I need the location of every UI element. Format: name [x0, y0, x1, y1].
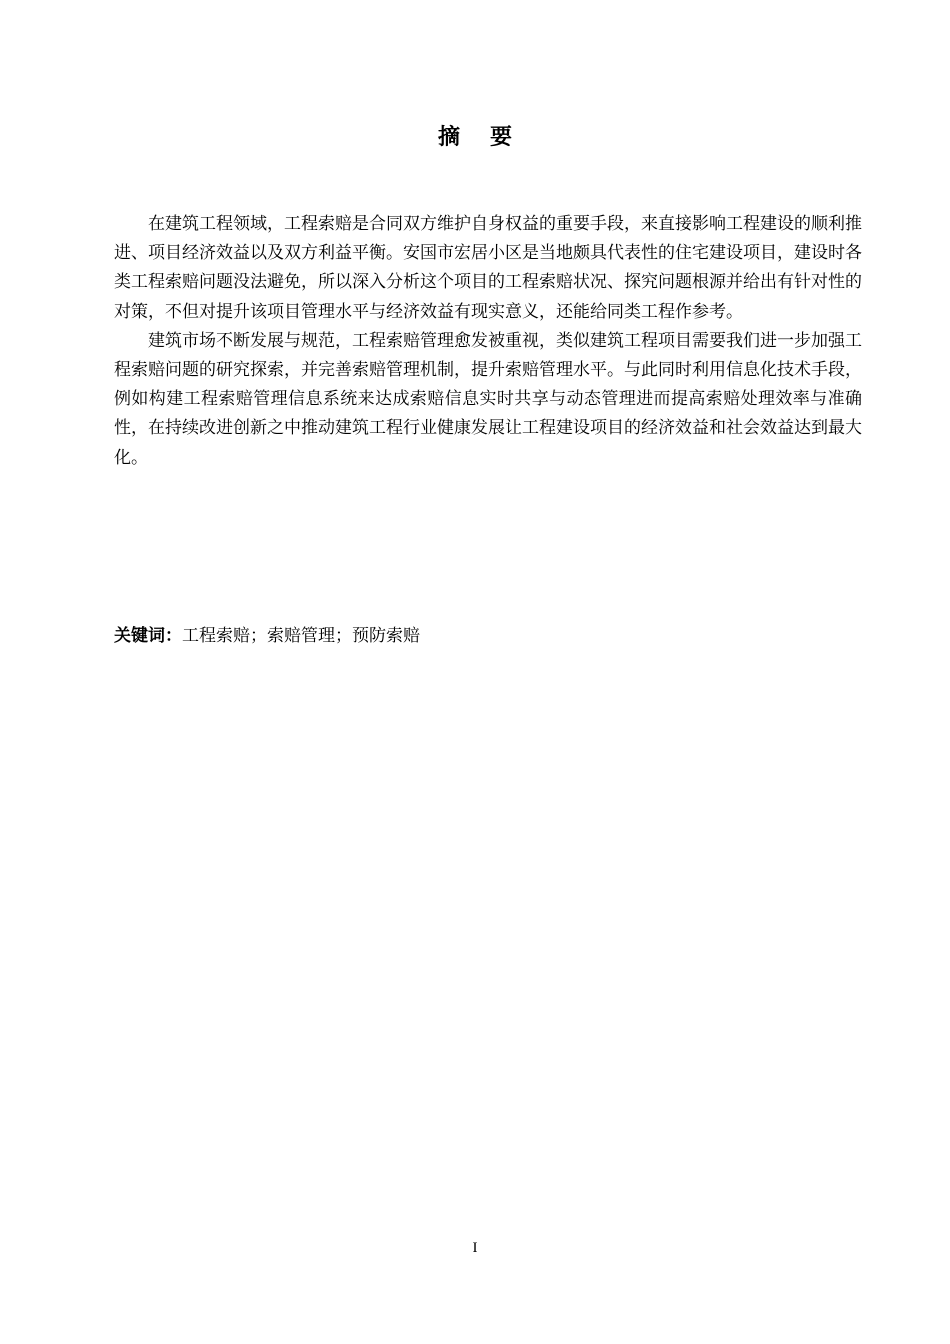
- abstract-paragraph-1: 在建筑工程领域，工程索赔是合同双方维护自身权益的重要手段，来直接影响工程建设的顺利推进、项目经济效益以及双方利益平衡。安国市宏居小区是当地颇具代表性的住宅建设项目，建设时各类工程索赔问题没法避免，所以深入分析这个项目的工程索赔状况、探究问题根源并给出有针对性的对策，不但对提升该项目管理水平与经济效益有现实意义，还能给同类工程作参考。: [114, 214, 862, 322]
- keywords-line: [114, 622, 862, 651]
- keywords-label: 关键词：: [114, 626, 182, 646]
- abstract-paragraph-2: 建筑市场不断发展与规范，工程索赔管理愈发被重视，类似建筑工程项目需要我们进一步加强工程索赔问题的研究探索，并完善索赔管理机制，提升索赔管理水平。与此同时利用信息化技术手段，例如构建工程索赔管理信息系统来达成索赔信息实时共享与动态管理进而提高索赔处理效率与准确性，在持续改进创新之中推动建筑工程行业健康发展让工程建设项目的经济效益和社会效益达到最大化。: [114, 330, 862, 468]
- keywords-text: 工程索赔；索赔管理；预防索赔: [182, 626, 420, 646]
- page-title: 摘要: [437, 125, 542, 150]
- abstract-body: [114, 210, 862, 473]
- page-number: I: [472, 1240, 478, 1256]
